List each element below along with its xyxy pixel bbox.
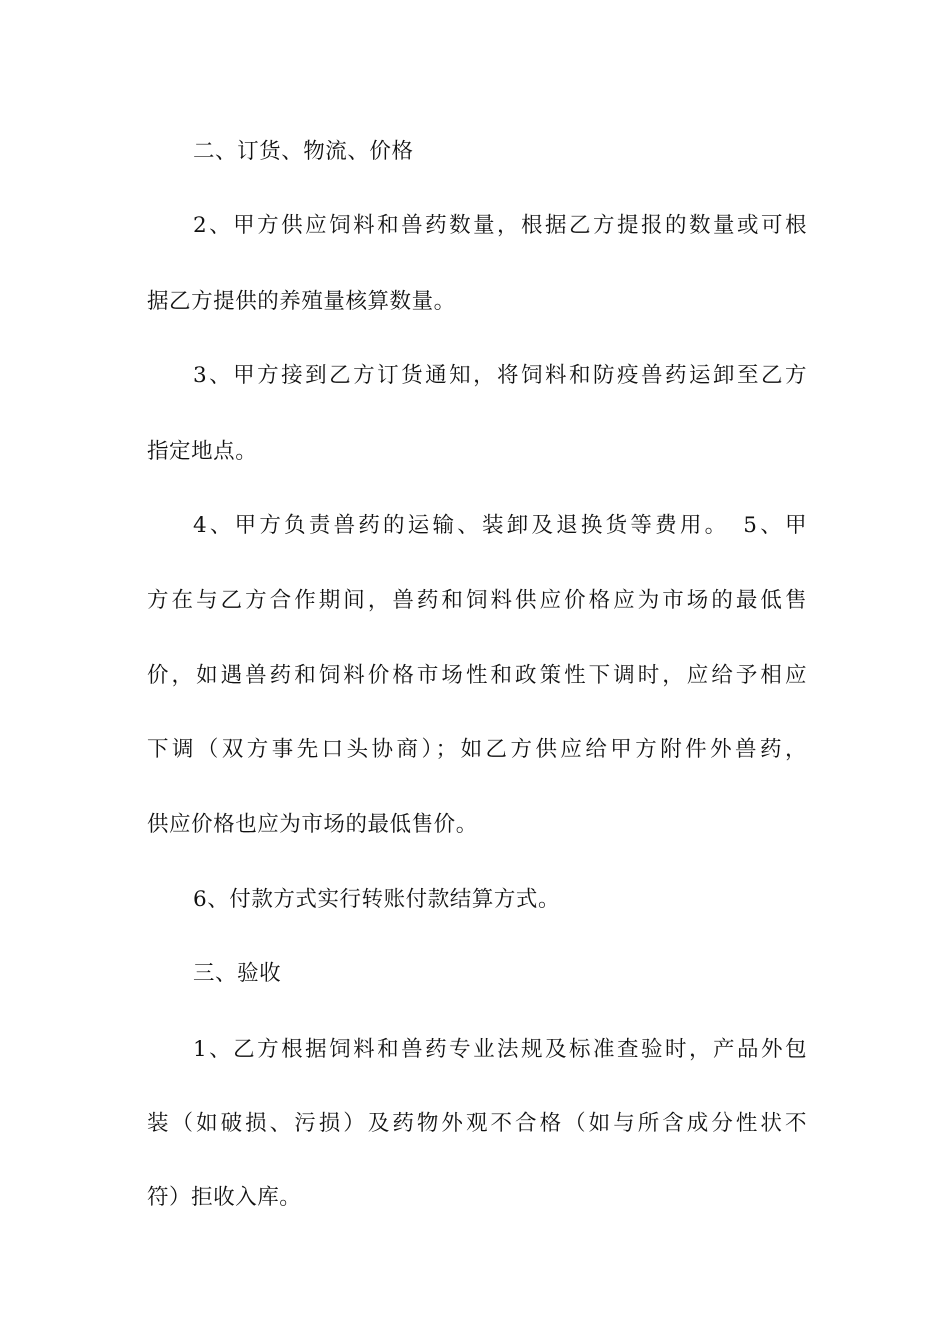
paragraph-line: 2、甲方供应饲料和兽药数量，根据乙方提报的数量或可根 bbox=[193, 213, 807, 238]
section-heading-acceptance: 三、验收 bbox=[193, 961, 282, 986]
paragraph-line: 价，如遇兽药和饲料价格市场性和政策性下调时，应给予相应 bbox=[147, 663, 807, 688]
paragraph-line: 下调（双方事先口头协商）；如乙方供应给甲方附件外兽药， bbox=[147, 737, 807, 762]
paragraph-line: 4、甲方负责兽药的运输、装卸及退换货等费用。 5、甲 bbox=[193, 513, 807, 538]
paragraph-line: 3、甲方接到乙方订货通知，将饲料和防疫兽药运卸至乙方 bbox=[193, 363, 807, 388]
paragraph-line: 指定地点。 bbox=[147, 439, 258, 464]
paragraph-line: 符）拒收入库。 bbox=[147, 1185, 302, 1210]
paragraph-line: 方在与乙方合作期间，兽药和饲料供应价格应为市场的最低售 bbox=[147, 588, 807, 613]
section-heading-ordering: 二、订货、物流、价格 bbox=[193, 139, 414, 164]
paragraph-line: 供应价格也应为市场的最低售价。 bbox=[147, 812, 478, 837]
paragraph-line: 6、付款方式实行转账付款结算方式。 bbox=[193, 887, 561, 912]
paragraph-line: 1、乙方根据饲料和兽药专业法规及标准查验时，产品外包 bbox=[193, 1037, 807, 1062]
paragraph-line: 据乙方提供的养殖量核算数量。 bbox=[147, 289, 456, 314]
paragraph-line: 装（如破损、污损）及药物外观不合格（如与所含成分性状不 bbox=[147, 1111, 807, 1136]
